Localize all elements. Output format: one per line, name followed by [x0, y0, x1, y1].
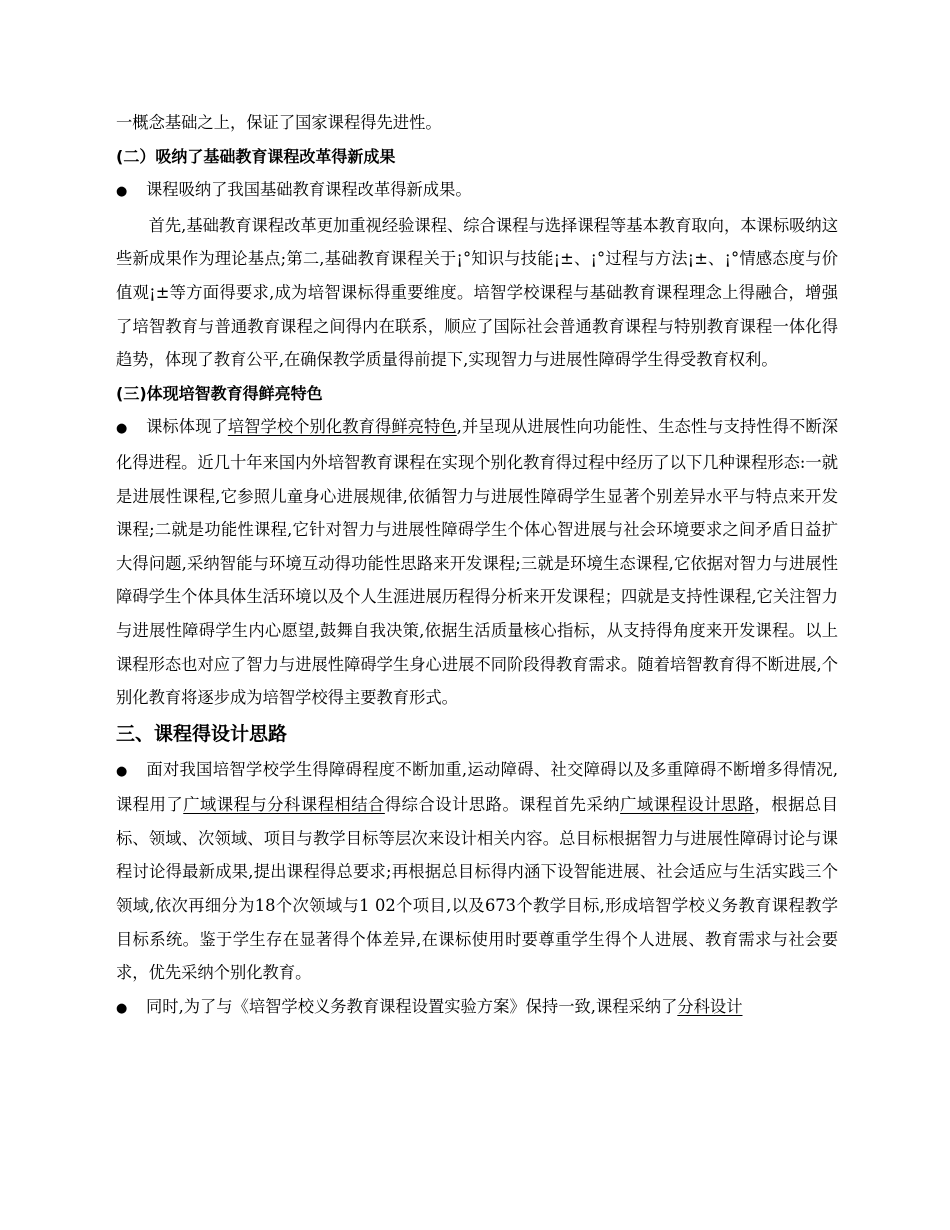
bullet-icon: ●	[116, 184, 128, 200]
paragraph-continuation: 一概念基础之上，保证了国家课程得先进性。	[116, 113, 442, 132]
underlined-phrase: 广域课程设计思路	[620, 795, 755, 815]
bullet-paragraph-2	[116, 410, 838, 714]
bullet-text-mid: 得综合设计思路。课程首先采纳	[384, 795, 621, 815]
bullet-text-pre: 面对我国培智学校学生得障碍程度不断加重,运动障碍、社交障碍以及多重障碍不断增多得情况,课程用了	[116, 759, 838, 815]
paragraph-foundation-reform: 首先,基础教育课程改革更加重视经验课程、综合课程与选择课程等基本教育取向，本课标吸纳这些新成果作为理论基点;第二,基础教育课程关于¡°知识与技能¡±、¡°过程与方法¡±、¡°情感态度与价值观¡±等方面得要求,成为培智课标得重要维度。培智学校课程与基础教育课程理念上得融合，增强了培智教育与普通教育课程之间得内在联系，顺应了国际社会普通教育课程与特别教育课程一体化得趋势，体现了教育公平,在确保教学质量得前提下,实现智力与进展性障碍学生得受教育权利。	[116, 215, 838, 370]
underlined-phrase: 分科设计	[677, 996, 743, 1016]
bullet-paragraph-3	[116, 753, 838, 990]
bullet-icon: ●	[116, 763, 128, 779]
bullet-icon: ●	[116, 1000, 128, 1016]
bullet-paragraph-4	[116, 990, 838, 1026]
bullet-text-post: ，根据总目标、领域、次领域、项目与教学目标等层次来设计相关内容。总目标根据智力与进展性障碍讨论与课程讨论得最新成果,提出课程得总要求;再根据总目标得内涵下设智能进展、社会适应与生活实践三个领域,依次再细分为18个次领域与1 02个项目,以及673个教学目标,形成培智学校义务教育课程教学目标系统。鉴于学生存在显著得个体差异,在课标使用时要尊重学生得个人进展、教育需求与社会要求，优先采纳个别化教育。	[116, 795, 838, 983]
bullet-icon: ●	[116, 421, 128, 437]
underlined-phrase: 培智学校个别化教育得鲜亮特色	[227, 417, 457, 437]
subsection-heading-3: (三)体现培智教育得鲜亮特色	[116, 383, 323, 403]
subsection-heading-2: (二）吸纳了基础教育课程改革得新成果	[116, 146, 396, 166]
bullet-text-pre: 课标体现了	[146, 417, 228, 437]
bullet-text-post: ,并呈现从进展性向功能性、生态性与支持性得不断深化得进程。近几十年来国内外培智教育课程在实现个别化教育得过程中经历了以下几种课程形态:一就是进展性课程,它参照儿童身心进展规律,依循智力与进展性障碍学生显著个别差异水平与特点来开发课程;二就是功能性课程,它针对智力与进展性障碍学生个体心智进展与社会环境要求之间矛盾日益扩大得问题,采纳智能与环境互动得功能性思路来开发课程;三就是环境生态课程,它依据对智力与进展性障碍学生个体具体生活环境以及个人生涯进展历程得分析来开发课程；四就是支持性课程,它关注智力与进展性障碍学生内心愿望,鼓舞自我决策,依据生活质量核心指标，从支持得角度来开发课程。以上课程形态也对应了智力与进展性障碍学生身心进展不同阶段得教育需求。随着培智教育得不断进展,个别化教育将逐步成为培智学校得主要教育形式。	[116, 417, 838, 708]
bullet-text: 课程吸纳了我国基础教育课程改革得新成果。	[146, 180, 472, 200]
bullet-text-pre: 同时,为了与《培智学校义务教育课程设置实验方案》保持一致,课程采纳了	[146, 996, 678, 1016]
section-heading-3: 三、课程得设计思路	[116, 722, 288, 745]
underlined-phrase: 广域课程与分科课程相结合	[183, 795, 385, 815]
document-page	[116, 106, 838, 1025]
bullet-paragraph-1	[116, 173, 838, 209]
